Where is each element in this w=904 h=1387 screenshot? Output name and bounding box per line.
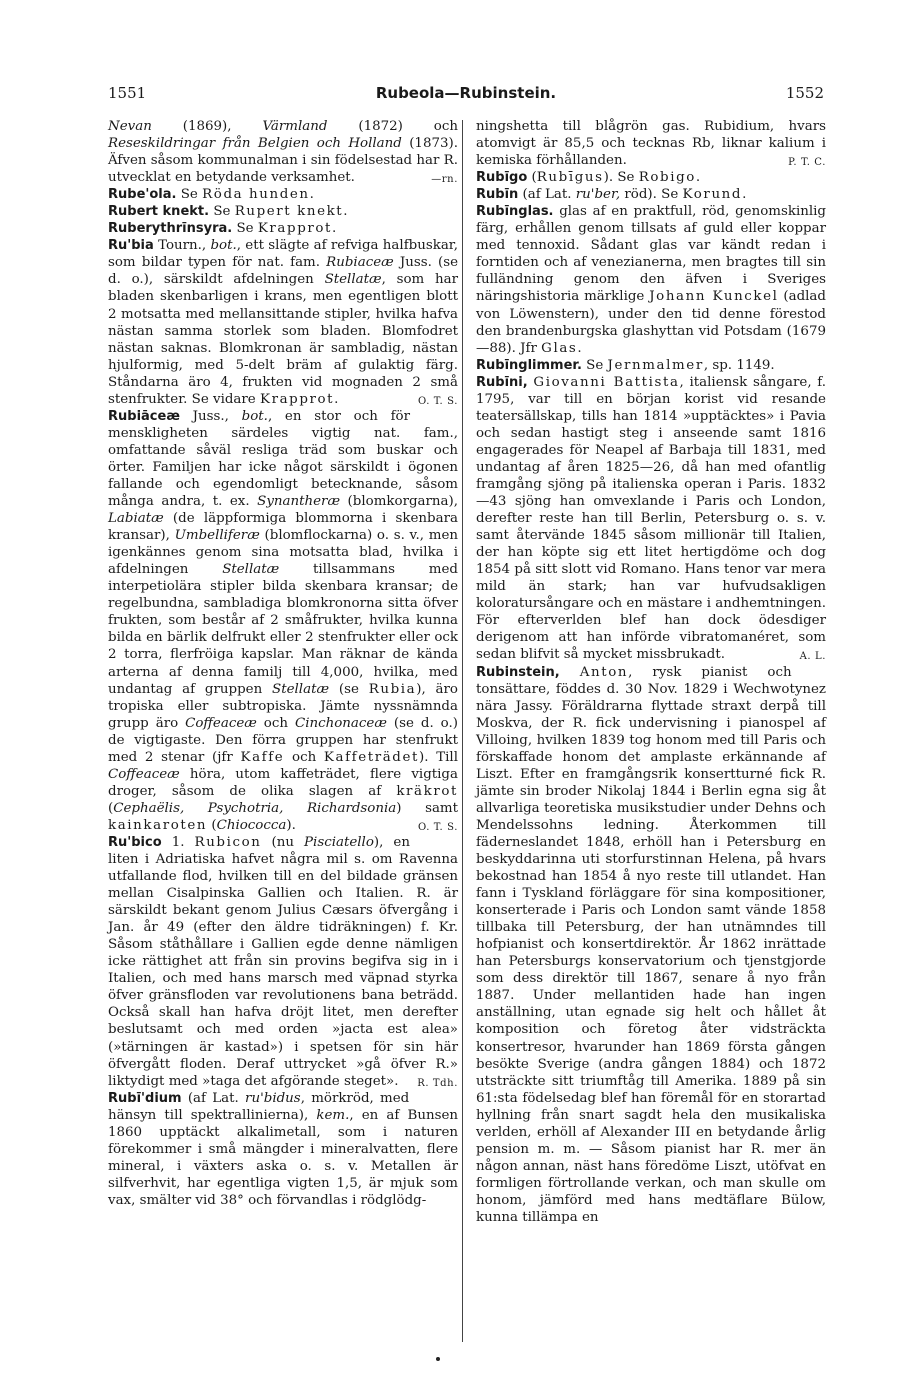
running-title: Rubeola—Rubinstein. <box>375 84 557 102</box>
entry-rubin: Rubīn (af Lat. ru'ber, röd). Se Korund. <box>476 187 747 203</box>
headword: Rubīn <box>476 187 519 203</box>
entry-rubico: Ru'bico 1. Rubicon (nu Pisciatello), en liten i Adriatiska hafvet några mil s. om Ravenna utfallande flod, hvilken till en del bildade gränsen mellan Cisalpinska Gallien och Italien. R. är särskildt bekant genom Julius Cæsars öfvergång i Jan. år 49 (efter den äldre tidräkningen) f. Kr. Såsom ståthållare i Gallien egde denne nämligen icke rättighet att från sin provins begifva sig in i Italien, och med hans marsch med väpnad styrka öfver gränsfloden var revolutionens bana beträdd. Också skall han hafva dröjt litet, men derefter beslutsamt och med orden »jacta est alea» (»tärningen är kastad») i spetsen för sin här öfvergått floden. Deraf uttrycket »gå öfver R.» liktydigt med »taga det afgörande steget». R. Tdh. <box>108 834 458 1090</box>
headword: Rubiāceæ <box>108 408 180 424</box>
entry-rubeola: Rube'ola. Se Röda hunden. <box>108 187 314 203</box>
entry-rubiaceae: Rubiāceæ Juss., bot., en stor och för menskligheten särdeles vigtig nat. fam., omfattande såväl resliga träd som buskar och örter. Familjen har icke något särskildt i ögonen fallande och egendomligt betecknande, såsom många andra, t. ex. Synantheræ (blomkorgarna), Labiatæ (de läppformiga blommorna i skenbara kransar), Umbelliferæ (blomflockarna) o. s. v., men igenkännes genom sina motsatta blad, hvilka i afdelningen Stellatæ tillsammans med interpetiolära stipler bilda skenbara kransar; de regelbundna, sambladiga blomkronorna sitta öfver frukten, som består af 2 småfrukter, hvilka kunna bilda en bärlik delfrukt eller 2 stenfrukter eller ock 2 torra, flerfröiga kapslar. Man räknar de kända arterna af denna familj till 4,000, hvilka, med undantag af gruppen Stellatæ (se Rubia), äro tropiska eller subtropiska. Jämte nyssnämnda grupp äro Coffeaceæ och Cinchonaceæ (se d. o.) de vigtigaste. Den förra gruppen har stenfrukt med 2 stenar (jfr Kaffe och Kaffeträdet). Till Coffeaceæ höra, utom kaffeträdet, flere vigtiga droger, såsom de olika slagen af kräkrot (Cephaëlis, Psychotria, Richardsonia) samt kainkaroten (Chiococca). O. T. S. <box>108 408 458 834</box>
headword: Ru'bico <box>108 834 162 850</box>
entry-rubia: Ru'bia Tourn., bot., ett slägte af refviga halfbuskar, som bildar typen för nat. fam. Rubiaceæ Juss. (se d. o.), särskildt afdelningen Stellatæ, som har bladen skenbarligen i krans, men egentligen blott 2 motsatta med mellansittande stipler, hvilka hafva nästan samma storlek som bladen. Blomfodret nästan saknas. Blomkronan är sambladig, nästan hjulformig, med 5-delt bräm af gulaktig färg. Ståndarna äro 4, frukten vid mognaden 2 små stenfrukter. Se vidare Krapprot. O. T. S. <box>108 237 458 407</box>
entry-rubinglimmer: Rubīnglimmer. Se Jernmalmer, sp. 1149. <box>476 357 775 373</box>
entry-rubinglas: Rubīnglas. glas af en praktfull, röd, genomskinlig färg, erhållen genom tillsats af guld eller koppar med tennoxid. Sådant glas var kändt redan i forntiden och af venezianerna, men bragtes till sin fulländning genom den äfven i Sveriges näringshistoria märklige Johann Kunckel (adlad von Löwenstern), under den tid denne förestod den brandenburgska glashyttan vid Potsdam (1679—88). Jfr Glas. <box>476 204 826 356</box>
author-signature: O. T. S. <box>417 395 458 407</box>
cross-reference: Röda hunden <box>202 187 310 203</box>
headword: Rubī'dium <box>108 1090 182 1106</box>
author-signature: O. T. S. <box>417 821 458 833</box>
author-signature: P. T. C. <box>788 157 826 169</box>
cross-reference: Korund <box>682 187 743 203</box>
cross-reference: Krapprot <box>259 391 335 407</box>
headword: Rubinstein, <box>476 664 560 680</box>
entry-rubinstein: Rubinstein, Anton, rysk pianist och tonsättare, föddes d. 30 Nov. 1829 i Wechwotynez nära Jassy. Föräldrarna flyttade straxt derpå till Moskva, der R. fick undervisning i pianospel af Villoing, hvilken 1839 tog honom med till Paris och förskaffade honom det amplaste erkännande af Liszt. Efter en framgångsrik konsertturné fick R. jämte sin broder Nikolaj 1844 i Berlin egna sig åt allvarliga teoretiska musikstudier under Dehns och Mendelssohns ledning. Återkommen till fäderneslandet 1848, erhöll han i Petersburg en beskyddarinna uti storfurstinnan Helena, på hvars bekostnad han 1854 å nyo reste till utlandet. Han fann i Tyskland förläggare för sina kompositioner, konserterade i Paris och London samt vände 1858 tillbaka till Petersburg, der han utnämndes till hofpianist och konsertdirektör. År 1862 inrättade han Petersburgs konservatorium och tjenstgjorde som dess direktör till 1867, senare å nyo från 1887. Under mellantiden hade han ingen anställning, utan egnade sig helt och hållet åt komposition och företog åter vidsträckta konsertresor, hvarunder han 1869 första gången besökte Sverige (andra gången 1884) och 1872 utsträckte sitt triumftåg till Amerika. 1889 på sin 61:sta födelsedag blef han föremål för en storartad hyllning från snart sagdt hela den musikaliska verlden, erhöll af Alexander III en betydande årlig pension m. m. — Såsom pianist har R. mer än någon annan, näst hans föredöme Liszt, utöfvat en formligen förtrollande verkan, och man skulle om honom, jämförd med hans medtäflare Bülow, kunna tillämpa en <box>476 664 826 1225</box>
entry-rubigo: Rubīgo (Rubīgus). Se Robigo. <box>476 170 701 186</box>
author-signature: —rn. <box>431 174 458 186</box>
headword: Rubīgo <box>476 170 528 186</box>
page-header <box>108 84 824 106</box>
cross-reference: Jernmalmer <box>607 357 704 373</box>
print-speck <box>436 1357 440 1361</box>
entry-rubidium: Rubī'dium (af Lat. ru'bidus, mörkröd, med hänsyn till spektrallinierna), kem., en af Bunsen 1860 upptäckt alkalimetall, som i naturen förekommer i små mängder i mineralvatten, flere mineral, i växters aska o. s. v. Metallen är silfverhvit, har egentliga vigten 1,5, är mjuk som vax, smälter vid 38° och förvandlas i rödglödg- <box>108 1090 458 1208</box>
entry-continuation-right: ningshetta till blågrön gas. Rubidium, hvars atomvigt är 85,5 och tecknas Rb, liknar kalium i kemiska förhållanden. P. T. C. <box>476 118 826 169</box>
headword: Ru'bia <box>108 238 154 254</box>
right-column <box>476 118 826 1226</box>
headword: Rubīnglas. <box>476 204 554 220</box>
headword: Rubīnglimmer. <box>476 357 582 373</box>
cross-reference: Robigo <box>638 170 696 186</box>
cross-reference: Krapprot <box>257 221 333 237</box>
headword: Rube'ola. <box>108 187 177 203</box>
headword: Rubert knekt. <box>108 204 210 220</box>
entry-ruberythrinsyra: Ruberythrīnsyra. Se Krapprot. <box>108 221 337 237</box>
page-number-right: 1552 <box>785 84 824 102</box>
page-number-left: 1551 <box>108 84 147 102</box>
author-signature: A. L. <box>799 651 826 663</box>
left-column <box>108 118 458 1209</box>
author-signature: R. Tdh. <box>417 1077 458 1089</box>
column-divider <box>462 120 463 1342</box>
entry-continuation-left: Nevan (1869), Värmland (1872) och Reseskildringar från Belgien och Holland (1873). Äfven såsom kommunalman i sin födelsestad har R. utvecklat en betydande verksamhet. —rn. <box>108 118 458 186</box>
entry-rubini: Rubīni, Giovanni Battista, italiensk sångare, f. 1795, var till en början korist vid resande teatersällskap, tills han 1814 »upptäcktes» i Pavia och sedan hastigt steg i anseende samt 1816 engagerades för Neapel af Barbaja till 1831, med undantag af åren 1825—26, då han med ofantlig framgång sjöng på italienska operan i Paris. 1832—43 sjöng han omvexlande i Paris och London, derefter reste han till Berlin, Petersburg o. s. v. samt återvände 1845 såsom millionär till Italien, der han köpte sig ett litet hertigdöme och dog 1854 på sitt slott vid Romano. Hans tenor var mera mild än stark; han var hufvudsakligen koloratursångare och en mästare i andhemtningen. För efterverlden blef han dock ödesdiger derigenom att han införde vibratomanéret, som sedan blifvit så mycket missbrukadt. A. L. <box>476 374 826 664</box>
entry-rubert-knekt: Rubert knekt. Se Rupert knekt. <box>108 204 348 220</box>
headword: Ruberythrīnsyra. <box>108 221 233 237</box>
cross-reference: Glas <box>541 340 578 356</box>
cross-reference: Rupert knekt <box>234 204 344 220</box>
headword: Rubīni, <box>476 374 528 390</box>
